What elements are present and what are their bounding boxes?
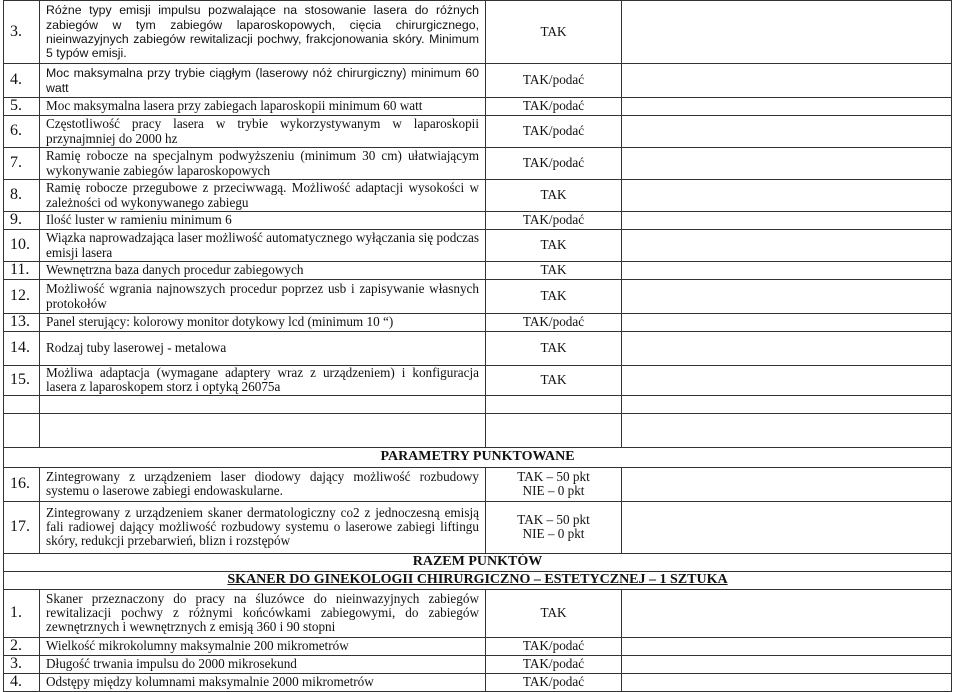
answer-blank (622, 280, 952, 314)
row-description: Odstępy między kolumnami maksymalnie 2000 mikrometrów (40, 673, 486, 691)
answer-blank (622, 637, 952, 655)
answer-blank (622, 64, 952, 98)
points-section-header: PARAMETRY PUNKTOWANE (4, 447, 952, 467)
answer-blank (622, 413, 952, 447)
row-number: 3. (4, 655, 40, 673)
row-points-answer (486, 467, 622, 501)
table-row (4, 1, 952, 64)
row-answer: TAK (486, 280, 622, 314)
row-description: Ilość luster w ramieniu minimum 6 (40, 212, 486, 230)
table-row (4, 673, 952, 691)
row-number: 17. (4, 501, 40, 553)
row-number: 14. (4, 332, 40, 366)
row-answer: TAK/podać (486, 314, 622, 332)
answer-blank (622, 673, 952, 691)
table-row (4, 467, 952, 501)
answer-blank (622, 655, 952, 673)
row-number: 6. (4, 116, 40, 148)
row-description: Panel sterujący: kolorowy monitor dotykowy lcd (minimum 10 “) (40, 314, 486, 332)
row-answer (486, 413, 622, 447)
row-description: Moc maksymalna przy trybie ciągłym (laserowy nóż chirurgiczny) minimum 60 watt (40, 64, 486, 98)
row-number: 8. (4, 180, 40, 212)
row-description: Rodzaj tuby laserowej - metalowa (40, 332, 486, 366)
table-row (4, 230, 952, 262)
row-answer: TAK (486, 262, 622, 280)
answer-blank (622, 262, 952, 280)
answer-blank (622, 148, 952, 180)
row-answer: TAK/podać (486, 64, 622, 98)
table-row (4, 366, 952, 396)
row-answer: TAK/podać (486, 655, 622, 673)
table-row (4, 332, 952, 366)
answer-blank (622, 1, 952, 64)
row-number: 4. (4, 673, 40, 691)
answer-blank (622, 230, 952, 262)
points-yes: TAK – 50 pkt (517, 468, 590, 484)
row-answer: TAK (486, 366, 622, 396)
answer-blank (622, 366, 952, 396)
row-description: Częstotliwość pracy lasera w trybie wykorzystywanym w laparoskopii przynajmniej do 2000 hz (40, 116, 486, 148)
row-points-answer (486, 501, 622, 553)
row-number: 4. (4, 64, 40, 98)
row-number: 1. (4, 589, 40, 637)
row-answer: TAK/podać (486, 148, 622, 180)
row-description: Ramię robocze przegubowe z przeciwwagą. Możliwość adaptacji wysokości w zależności od wykonywanego zabiegu (40, 180, 486, 212)
answer-blank (622, 116, 952, 148)
row-number: 2. (4, 637, 40, 655)
points-no: NIE – 0 pkt (522, 483, 585, 499)
table-row (4, 589, 952, 637)
row-description: Wewnętrzna baza danych procedur zabiegowych (40, 262, 486, 280)
row-description: Moc maksymalna lasera przy zabiegach laparoskopii minimum 60 watt (40, 98, 486, 116)
row-number: 10. (4, 230, 40, 262)
section-header-row (4, 447, 952, 467)
answer-blank (622, 395, 952, 413)
row-number: 15. (4, 366, 40, 396)
answer-blank (622, 212, 952, 230)
row-number: 11. (4, 262, 40, 280)
row-description (40, 413, 486, 447)
section-header-row (4, 571, 952, 589)
row-answer (486, 395, 622, 413)
row-number: 16. (4, 467, 40, 501)
table-row (4, 98, 952, 116)
row-answer: TAK/podać (486, 212, 622, 230)
row-answer: TAK/podać (486, 98, 622, 116)
answer-blank (622, 332, 952, 366)
table-row (4, 655, 952, 673)
device-section-title: SKANER DO GINEKOLOGII CHIRURGICZNO – ESTETYCZNEJ – 1 SZTUKA (4, 571, 952, 589)
table-row (4, 148, 952, 180)
row-answer: TAK/podać (486, 637, 622, 655)
answer-blank (622, 501, 952, 553)
row-number: 3. (4, 1, 40, 64)
row-answer: TAK (486, 1, 622, 64)
table-row (4, 413, 952, 447)
points-no: NIE – 0 pkt (522, 526, 585, 542)
table-row (4, 64, 952, 98)
table-row (4, 262, 952, 280)
row-description: Wiązka naprowadzająca laser możliwość automatycznego wyłączania się podczas emisji lasera (40, 230, 486, 262)
row-description: Różne typy emisji impulsu pozwalające na stosowanie lasera do różnych zabiegów w tym zabiegów laparoskopowych, cięcia chirurgicznego, nieinwazyjnych zabiegów rewitalizacji pochwy, frakcjonowania skóry. Minimum 5 typów emisji. (40, 1, 486, 64)
table-row (4, 180, 952, 212)
table-row (4, 212, 952, 230)
row-description: Możliwość wgrania najnowszych procedur poprzez usb i zapisywanie własnych protokołów (40, 280, 486, 314)
row-number: 7. (4, 148, 40, 180)
row-description (40, 395, 486, 413)
table-row (4, 280, 952, 314)
specification-table (3, 0, 952, 692)
table-row (4, 501, 952, 553)
table-row (4, 116, 952, 148)
row-answer: TAK (486, 332, 622, 366)
table-row (4, 637, 952, 655)
points-yes: TAK – 50 pkt (517, 511, 590, 527)
row-description: Długość trwania impulsu do 2000 mikrosekund (40, 655, 486, 673)
total-points-label: RAZEM PUNKTÓW (4, 553, 952, 571)
row-answer: TAK (486, 589, 622, 637)
row-number: 5. (4, 98, 40, 116)
answer-blank (622, 98, 952, 116)
table-row (4, 395, 952, 413)
row-answer: TAK/podać (486, 673, 622, 691)
answer-blank (622, 314, 952, 332)
answer-blank (622, 180, 952, 212)
row-number: 9. (4, 212, 40, 230)
table-row (4, 314, 952, 332)
row-description: Zintegrowany z urządzeniem laser diodowy dający możliwość rozbudowy systemu o laserowe zabiegi endowaskularne. (40, 467, 486, 501)
row-answer: TAK/podać (486, 116, 622, 148)
answer-blank (622, 467, 952, 501)
row-number: 13. (4, 314, 40, 332)
row-answer: TAK (486, 230, 622, 262)
row-description: Zintegrowany z urządzeniem skaner dermatologiczny co2 z jednoczesną emisją fali radiowej dający możliwość rozbudowy systemu o laserowe zabiegi liftingu skóry, redukcji przebarwień, blizn i rozstępów (40, 501, 486, 553)
row-number (4, 395, 40, 413)
row-description: Ramię robocze na specjalnym podwyższeniu (minimum 30 cm) ułatwiającym wykonywanie zabiegów laparoskopowych (40, 148, 486, 180)
row-description: Skaner przeznaczony do pracy na śluzówce do nieinwazyjnych zabiegów rewitalizacji pochwy z różnymi końcówkami zabiegowymi, do zabiegów zewnętrznych i wewnętrznych z emisją 360 i 90 stopni (40, 589, 486, 637)
total-row (4, 553, 952, 571)
row-description: Wielkość mikrokolumny maksymalnie 200 mikrometrów (40, 637, 486, 655)
row-number (4, 413, 40, 447)
row-answer: TAK (486, 180, 622, 212)
answer-blank (622, 589, 952, 637)
row-number: 12. (4, 280, 40, 314)
row-description: Możliwa adaptacja (wymagane adaptery wraz z urządzeniem) i konfiguracja lasera z laparoskopem storz i optyką 26075a (40, 366, 486, 396)
